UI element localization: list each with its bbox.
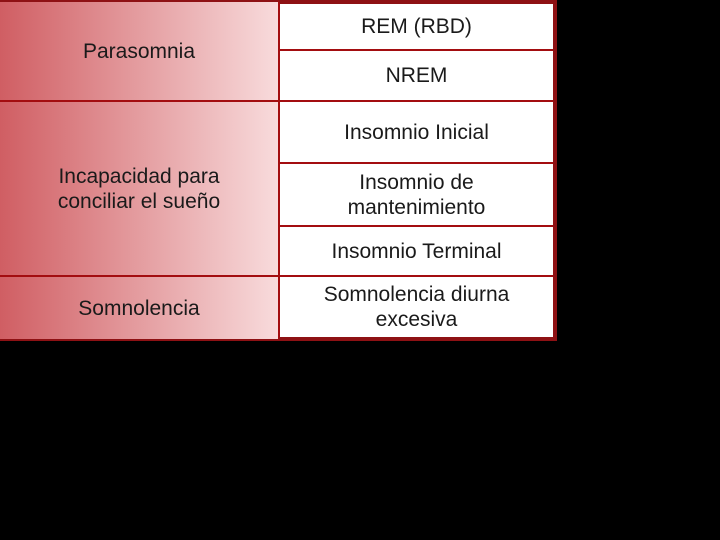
cell-rem-rbd: REM (RBD) — [280, 4, 553, 49]
cell-insomnio-mantenimiento: Insomnio de mantenimiento — [280, 162, 553, 225]
cell-somnolencia-diurna-excesiva: Somnolencia diurna excesiva — [280, 275, 553, 337]
cell-somnolencia: Somnolencia — [0, 275, 278, 341]
cell-incapacidad-conciliar-sueno: Incapacidad para conciliar el sueño — [0, 100, 278, 275]
subtype-column — [278, 0, 557, 341]
cell-insomnio-terminal: Insomnio Terminal — [280, 225, 553, 275]
cell-insomnio-inicial: Insomnio Inicial — [280, 100, 553, 162]
cell-nrem: NREM — [280, 49, 553, 100]
sleep-disorder-classification-table — [0, 0, 557, 341]
cell-parasomnia: Parasomnia — [0, 0, 278, 100]
category-column — [0, 0, 278, 341]
